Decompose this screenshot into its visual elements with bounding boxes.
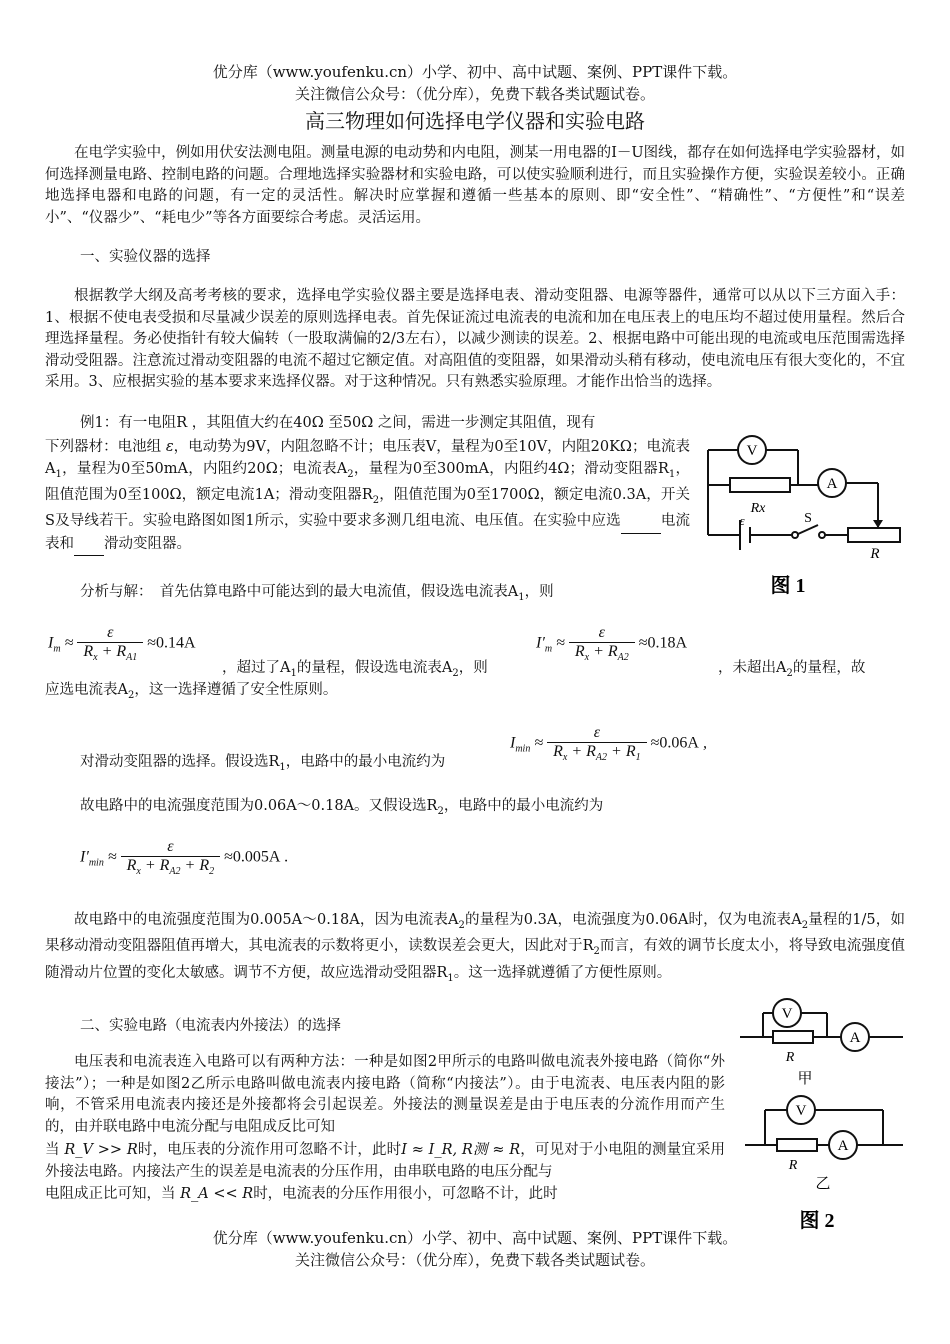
- answer-blank-ammeter: [621, 511, 661, 534]
- fig1-rx-label: Rx: [750, 501, 766, 516]
- section-2-last-line: 电阻成正比可知，当 R_A << R时，电流表的分压作用很小，可忽略不计，此时: [45, 1186, 558, 1202]
- fig2b-resistor-label: R: [788, 1158, 798, 1173]
- rheostat-choice-text: 对滑动变阻器的选择。假设选$R_1$，电路中的最小电流约为: [80, 754, 446, 773]
- fig2b-caption: 乙: [815, 1176, 831, 1192]
- example-1-first-line: 例1：有一电阻R ，其阻值大约在40Ω 至50Ω 之间，需进一步测定其阻值，现有: [80, 415, 596, 431]
- fig1-ammeter-label: A: [826, 476, 838, 492]
- fig2a-voltmeter-label: V: [781, 1006, 793, 1022]
- condition-rv: R_V >> R: [64, 1142, 138, 1158]
- header-line-1: 优分库（www.youfenku.cn）小学、初中、高中试题、案例、PPT课件下载。: [212, 63, 738, 81]
- equation-imin-prime: $I'_{min}$ ≈ $\frac{\varepsilon}{R_x + R_{A2} + R_2}$ ≈0.005A .: [80, 838, 289, 878]
- analysis-text-3: 应选电流表$A_2$，这一选择遵循了安全性原则。: [45, 682, 338, 701]
- intro-paragraph: 在电学实验中，例如用伏安法测电阻。测量电源的电动势和内电阻，测某一用电器的I－U图线，都存在如何选择电学实验器材，如何选择测量电路、控制电路的问题。合理地选择实验器材和实验电路，可以使实验顺利进行，而且实验操作方便，实验误差较小。正确地选择电器和电路的问题，有一定的灵活性。解决时应掌握和遵循一些基本的原则、即“安全性”、“精确性”、“方便性”和“误差小”、“仪器少”、“耗电少”等各方面要综合考虑。灵活运用。: [45, 145, 905, 226]
- fig2a-ammeter-label: A: [849, 1030, 861, 1046]
- range-text-1: 故电路中的电流强度范围为0.06A～0.18A。又假设选$R_2$，电路中的最小电流约为: [80, 798, 604, 817]
- condition-ra: R_A << R: [180, 1186, 254, 1202]
- conclusion-paragraph: 故电路中的电流强度范围为0.005A～0.18A，因为电流表$A_2$的量程为0.3A，电流强度为0.06A时，仅为电流表$A_2$量程的1/5，如果移动滑动变阻器阻值再增大，其电流表的示数将更小，读数误差会更大，因此对于$R_2$而言，有效的调节长度太小，将导致电流强度值随滑动片位置的变化太敏感。调节不方便，故应选滑动受阻器$R_1$。这一选择就遵循了方便性原则。: [45, 912, 906, 984]
- fig1-caption: 图 1: [770, 575, 806, 597]
- page-title: 高三物理如何选择电学仪器和实验电路: [305, 109, 645, 133]
- example-1-body: 下列器材：电池组 ε，电动势为9V，内阻忽略不计；电压表V，量程为0至10V，内阻20KΩ；电流表$A_1$，量程为0至50mA，内阻约20Ω；电流表$A_2$，量程为0至300mA，内阻约4Ω；滑动变阻器$R_1$，阻值范围为0至100Ω，额定电流1A；滑动变阻器$R_2$，阻值范围为0至1700Ω，额定电流0.3A，开关S及导线若干。实验电路图如图1所示，实验中要求多测几组电流、电压值。在实验中应选 电流表和 滑动变阻器。: [45, 437, 690, 556]
- section-2-condition-line: 当 R_V >> R时，电压表的分流作用可忽略不计，此时I ≈ I_R, R测 ≈ R，可见对于小电阻的测量宜采用外接法电路。内接法产生的误差是电流表的分压作用，由串联电路的电压分配与: [45, 1142, 726, 1180]
- fig2a-caption: 甲: [797, 1071, 813, 1087]
- section-1-heading: 一、实验仪器的选择: [80, 249, 211, 265]
- answer-blank-rheostat: [74, 534, 104, 557]
- fig1-emf-label: ε: [739, 513, 745, 528]
- equation-imin: $I_{min}$ ≈ $\frac{\varepsilon}{R_x + R_{A2} + R_1}$ ≈0.06A ,: [510, 724, 707, 764]
- analysis-text-2: ，未超出$A_2$的量程，故: [718, 660, 866, 679]
- equation-im: $I_m$ ≈ $\frac{\varepsilon}{R_x + R_{A1}}$ ≈0.14A: [48, 624, 196, 664]
- footer-line-2: 关注微信公众号：（优分库），免费下载各类试题试卷。: [294, 1251, 655, 1269]
- section-2-heading: 二、实验电路（电流表内外接法）的选择: [80, 1018, 341, 1034]
- analysis-text-1: ，超过了$A_1$的量程，假设选电流表$A_2$，则: [222, 660, 488, 679]
- equation-im-prime: $I'_m$ ≈ $\frac{\varepsilon}{R_x + R_{A2}}$ ≈0.18A: [536, 624, 688, 664]
- analysis-intro: 分析与解： 首先估算电路中可能达到的最大电流值，假设选电流表$A_1$，则: [80, 584, 554, 603]
- section-2-paragraph: 电压表和电流表连入电路可以有两种方法：一种是如图2甲所示的电路叫做电流表外接电路（简你“外接法”）；一种是如图2乙所示电路叫做电流表内接电路（简称“内接法”）。由于电流表、电压表内阻的影响，不管采用电流表内接还是外接都将会引起误差。外接法的测量误差是由于电压表的分流作用而产生的，由并联电路中电流分配与电阻成反比可知: [45, 1054, 725, 1135]
- condition-i: I ≈ I_R, R测 ≈ R: [401, 1142, 521, 1158]
- fig1-switch-label: S: [804, 511, 812, 526]
- figure-2-circuits: [735, 985, 910, 1244]
- figure-1-circuit: [700, 420, 910, 609]
- fig2a-resistor-label: R: [785, 1050, 795, 1065]
- section-1-paragraph: 根据教学大纲及高考考核的要求，选择电学实验仪器主要是选择电表、滑动变阻器、电源等器件，通常可以从以下三方面入手：1、根据不使电表受损和尽量减少误差的原则选择电表。首先保证流过电流表的电流和加在电压表上的电压均不超过使用量程。然后合理选择量程。务必使指针有较大偏转（一股取满偏的2/3左右），以减少测读的误差。2、根据电路中可能出现的电流或电压范围需选择滑动受阻器。注意流过滑动变阻器的电流不超过它额定值。对高阻值的变阻器，如果滑动头稍有移动，使电流电压有很大变化的，不宜采用。3、应根据实验的基本要求来选择仪器。对于这种情况。只有熟悉实验原理。才能作出恰当的选择。: [45, 288, 905, 390]
- fig2b-ammeter-label: A: [837, 1138, 849, 1154]
- fig2-caption: 图 2: [799, 1210, 835, 1232]
- fig2b-voltmeter-label: V: [795, 1103, 807, 1119]
- footer-line-1: 优分库（www.youfenku.cn）小学、初中、高中试题、案例、PPT课件下载。: [212, 1229, 738, 1247]
- emf-symbol: ε: [165, 439, 174, 455]
- fig1-voltmeter-label: V: [746, 443, 758, 459]
- header-line-2: 关注微信公众号：（优分库），免费下载各类试题试卷。: [294, 85, 655, 103]
- fig1-rheostat-label: R: [870, 546, 880, 562]
